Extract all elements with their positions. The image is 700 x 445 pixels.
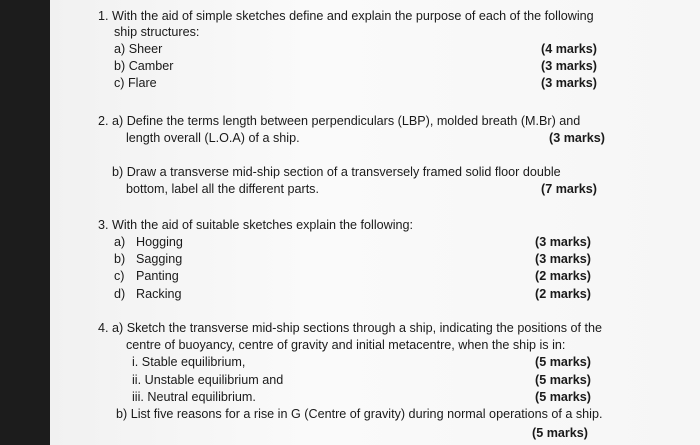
q4b-marks: (5 marks)	[532, 426, 589, 440]
q3-item-b: Sagging	[136, 252, 183, 266]
q3-item-d-letter: d)	[114, 287, 126, 301]
q3-item-c-letter: c)	[114, 269, 125, 283]
q3-item-a-letter: a)	[114, 235, 126, 249]
q1-item-c-marks: (3 marks)	[541, 76, 598, 90]
q2a-marks: (3 marks)	[549, 131, 606, 145]
q4a-item-i-marks: (5 marks)	[535, 355, 592, 369]
q3-item-b-letter: b)	[114, 252, 126, 266]
q2b-line2: bottom, label all the different parts.	[126, 182, 319, 196]
q3-item-c-marks: (2 marks)	[535, 269, 592, 283]
q4a-line2: centre of buoyancy, centre of gravity and initial metacentre, when the ship is in:	[126, 338, 566, 352]
q3-item-c: Panting	[136, 269, 179, 283]
q4a-item-ii: ii. Unstable equilibrium and	[132, 373, 284, 387]
exam-page	[50, 0, 700, 445]
q4a-line1: 4. a) Sketch the transverse mid-ship sections through a ship, indicating the positions of the	[98, 321, 603, 335]
q1-item-a-marks: (4 marks)	[541, 42, 598, 56]
q2b-line1: b) Draw a transverse mid-ship section of a transversely framed solid floor double	[112, 165, 561, 179]
q3-item-d: Racking	[136, 287, 182, 301]
q2a-line1: 2. a) Define the terms length between perpendiculars (LBP), molded breath (M.Br) and	[98, 114, 581, 128]
q3-item-a: Hogging	[136, 235, 183, 249]
q4a-item-i: i. Stable equilibrium,	[132, 355, 246, 369]
q2a-line2: length overall (L.O.A) of a ship.	[126, 131, 300, 145]
q4a-item-iii-marks: (5 marks)	[535, 390, 592, 404]
q4a-item-iii: iii. Neutral equilibrium.	[132, 390, 256, 404]
q3-item-b-marks: (3 marks)	[535, 252, 592, 266]
q4b-line1: b) List five reasons for a rise in G (Centre of gravity) during normal operations of a ship.	[116, 407, 603, 421]
q1-stem-line2: ship structures:	[114, 25, 200, 39]
q3-item-a-marks: (3 marks)	[535, 235, 592, 249]
q1-item-c: c) Flare	[114, 76, 157, 90]
q3-item-d-marks: (2 marks)	[535, 287, 592, 301]
q3-stem: 3. With the aid of suitable sketches explain the following:	[98, 218, 414, 232]
q4a-item-ii-marks: (5 marks)	[535, 373, 592, 387]
q1-stem-line1: 1. With the aid of simple sketches define and explain the purpose of each of the following	[98, 9, 594, 23]
q1-item-b-marks: (3 marks)	[541, 59, 598, 73]
q1-item-b: b) Camber	[114, 59, 174, 73]
q2b-marks: (7 marks)	[541, 182, 598, 196]
q1-item-a: a) Sheer	[114, 42, 163, 56]
